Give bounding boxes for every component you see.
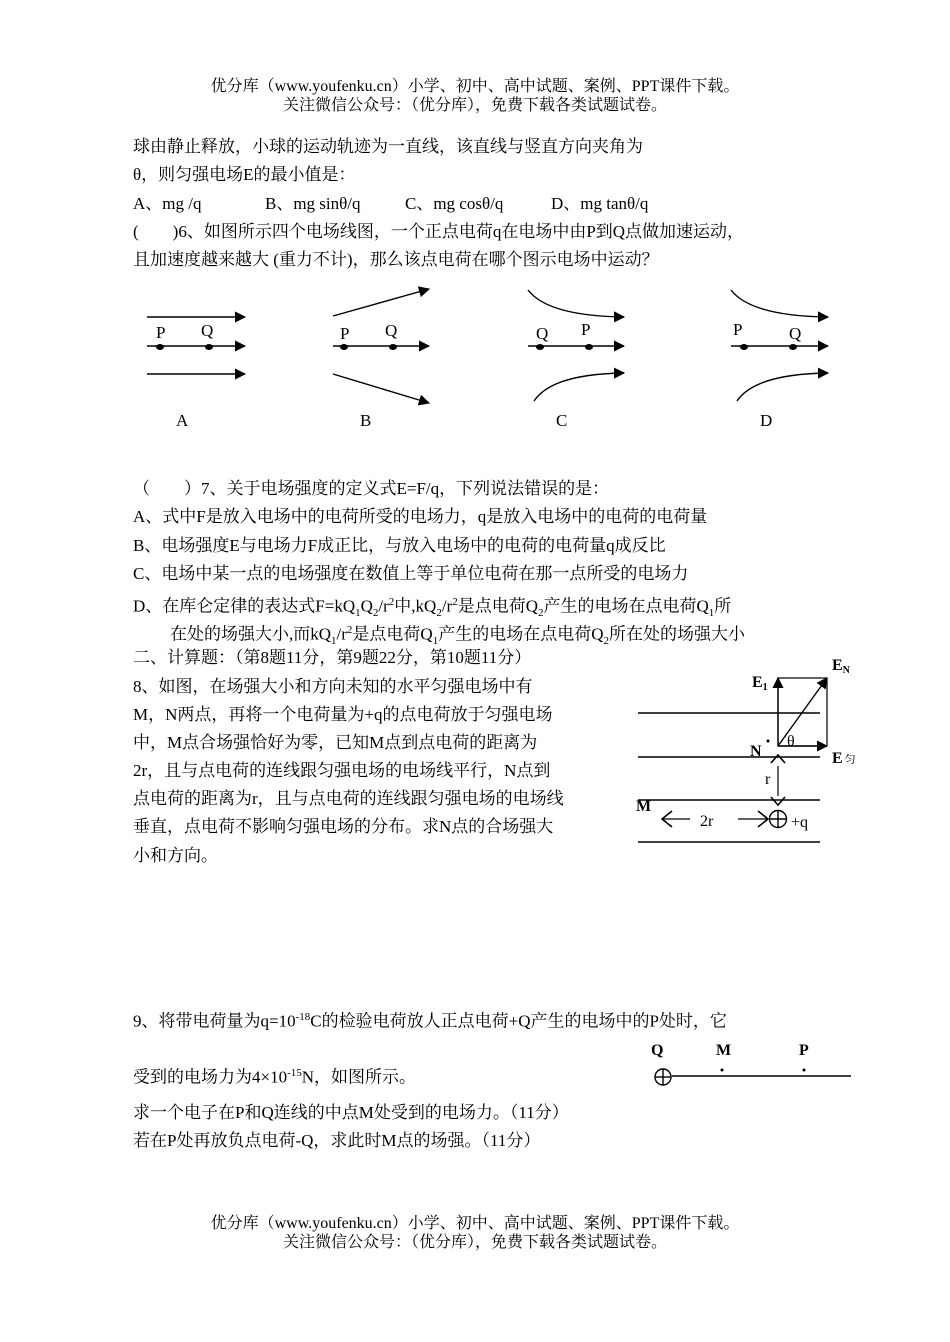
- q5-line-2: θ，则匀强电场E的最小值是：: [133, 165, 356, 184]
- q8-line-2: M，N两点，再将一个电荷量为+q的点电荷放于匀强电场: [133, 705, 553, 724]
- q6-line-2: 且加速度越来越大 (重力不计)，那么该点电荷在哪个图示电场中运动？: [133, 250, 659, 269]
- q8-label-theta: θ: [787, 733, 795, 750]
- q5-option-a: A、mg /q: [133, 194, 202, 213]
- q5-line-1: 球由静止释放，小球的运动轨迹为一直线，该直线与竖直方向夹角为: [133, 137, 643, 156]
- q8-line-6: 垂直，点电荷不影响匀强电场的分布。求N点的合场强大: [133, 817, 554, 836]
- fig-b-label-q: Q: [385, 321, 398, 340]
- q9-point-m: [721, 1069, 724, 1072]
- fig-c-name: C: [556, 411, 568, 430]
- section-2-title: 二、计算题：（第8题11分，第9题22分，第10题11分）: [133, 648, 532, 667]
- q9-label-m: M: [716, 1042, 732, 1059]
- fig-a-name: A: [176, 411, 189, 430]
- q8-line-7: 小和方向。: [133, 846, 218, 865]
- fig-c-label-q: Q: [536, 324, 549, 343]
- q8-label-m: M: [636, 798, 652, 815]
- q7-stem: （ ）7、关于电场强度的定义式E=F/q，下列说法错误的是：: [133, 479, 610, 498]
- fig-b-name: B: [360, 411, 372, 430]
- footer-line-2: 关注微信公众号：（优分库），免费下载各类试题试卷。: [282, 1234, 667, 1251]
- q8-line-3: 中，M点合场强恰好为零，已知M点到点电荷的距离为: [133, 733, 538, 752]
- q9-line-1: 9、将带电荷量为$q=10^{-18}C$的检验电荷放人正点电荷+Q产生的电场中的P处时，它: [133, 1011, 727, 1031]
- q5-option-c: C、mg cosθ/q: [405, 194, 504, 213]
- fig-d-label-q: Q: [789, 324, 802, 343]
- q8-label-r: r: [765, 771, 771, 788]
- footer-line-1: 优分库（www.youfenku.cn）小学、初中、高中试题、案例、PPT课件下载。: [210, 1215, 740, 1232]
- q7-option-a: A、式中F是放入电场中的电荷所受的电场力，q是放入电场中的电荷的电荷量: [133, 507, 708, 526]
- q5-option-b: B、mg sinθ/q: [265, 194, 361, 213]
- q9-point-p: [803, 1069, 806, 1072]
- header-line-1: 优分库（www.youfenku.cn）小学、初中、高中试题、案例、PPT课件下载。: [210, 78, 740, 95]
- q8-label-n: N: [750, 743, 762, 760]
- fig-b-label-p: P: [340, 324, 350, 343]
- fig-a-label-p: P: [156, 323, 166, 342]
- fig-c-label-p: P: [581, 320, 591, 339]
- q8-label-e-uniform: E 匀: [832, 750, 856, 767]
- q8-label-e1: E1: [752, 674, 768, 693]
- fig-d-name: D: [760, 411, 773, 430]
- q9-line-2: 受到的电场力为$4\times 10^{-15}N$，如图所示。: [133, 1067, 417, 1087]
- q8-line-1: 8、如图，在场强大小和方向未知的水平匀强电场中有: [133, 677, 533, 696]
- q5-option-d: D、mg tanθ/q: [551, 194, 649, 213]
- q9-line-3: 求一个电子在P和Q连线的中点M处受到的电场力。（11分）: [133, 1103, 569, 1122]
- q7-option-b: B、电场强度E与电场力F成正比，与放入电场中的电荷的电荷量q成反比: [133, 536, 666, 555]
- q8-label-plus-q: +q: [791, 814, 809, 831]
- q8-line-5: 点电荷的距离为r，且与点电荷的连线跟匀强电场的电场线: [133, 789, 564, 808]
- header-line-2: 关注微信公众号：（优分库），免费下载各类试题试卷。: [282, 97, 667, 114]
- q8-line-4: 2r，且与点电荷的连线跟匀强电场的电场线平行，N点到: [133, 761, 551, 780]
- q9-line-4: 若在P处再放负点电荷-Q，求此时M点的场强。（11分）: [133, 1131, 541, 1150]
- q7-option-d-line-1: D、在库仑定律的表达式$F=kQ_1Q_2/r^2$中$,kQ_2/r^2$是点电荷$Q_2$产生的电场在点电荷$Q_1$所: [133, 596, 732, 620]
- fig-a-label-q: Q: [201, 321, 214, 340]
- q6-line-1: ( )6、如图所示四个电场线图，一个正点电荷q在电场中由P到Q点做加速运动，: [133, 222, 745, 241]
- q9-label-p: P: [799, 1042, 809, 1059]
- q7-option-c: C、电场中某一点的电场强度在数值上等于单位电荷在那一点所受的电场力: [133, 564, 689, 583]
- fig-d-label-p: P: [733, 320, 743, 339]
- q9-label-q: Q: [651, 1042, 664, 1059]
- q8-label-2r: 2r: [700, 813, 714, 830]
- q8-label-en: EN: [832, 657, 850, 676]
- q7-option-d-line-2: 在处的场强大小,而$kQ_1/r^2$是点电荷$Q_1$产生的电场在点电荷$Q_2$所在处的场强大小: [170, 624, 745, 648]
